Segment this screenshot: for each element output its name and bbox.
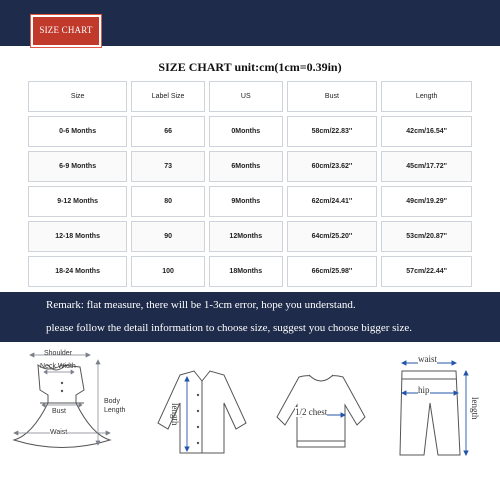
table-row <box>28 256 472 287</box>
column-header-length: Length <box>381 81 472 112</box>
dress-waist-label: Waist <box>50 429 68 436</box>
column-header-bust: Bust <box>287 81 378 112</box>
size-chart-badge <box>30 14 102 48</box>
cell-bust: 58cm/22.83'' <box>287 116 378 147</box>
cell-size: 12-18 Months <box>28 221 127 252</box>
dress-shoulder-label: Shoulder <box>44 350 73 357</box>
table-row <box>28 116 472 147</box>
cell-label-size: 100 <box>131 256 205 287</box>
pants-length-label: length <box>470 397 480 420</box>
cell-bust: 60cm/23.62'' <box>287 151 378 182</box>
cell-bust: 64cm/25.20'' <box>287 221 378 252</box>
cell-us: 6Months <box>209 151 283 182</box>
cell-length: 57cm/22.44'' <box>381 256 472 287</box>
pants-hip-label: hip <box>418 385 430 395</box>
cell-bust: 62cm/24.41'' <box>287 186 378 217</box>
cell-length: 53cm/20.87'' <box>381 221 472 252</box>
size-chart-badge-label: SIZE CHART <box>39 25 93 35</box>
cell-us: 12Months <box>209 221 283 252</box>
shirt-illustration <box>140 345 265 480</box>
cell-length: 42cm/16.54'' <box>381 116 472 147</box>
size-table <box>24 77 476 291</box>
header-bar <box>0 0 500 52</box>
cell-bust: 66cm/25.98'' <box>287 256 378 287</box>
cell-us: 18Months <box>209 256 283 287</box>
dress-bust-label: Bust <box>52 408 67 415</box>
cell-length: 49cm/19.29'' <box>381 186 472 217</box>
table-row <box>28 151 472 182</box>
table-row <box>28 186 472 217</box>
column-header-us: US <box>209 81 283 112</box>
size-chart-title: SIZE CHART unit:cm(1cm=0.39in) <box>158 60 342 74</box>
cell-size: 18-24 Months <box>28 256 127 287</box>
dress-diagram <box>0 345 140 480</box>
cell-label-size: 66 <box>131 116 205 147</box>
table-header-row <box>28 81 472 112</box>
remark-line-1: Remark: flat measure, there will be 1-3cm error, hope you understand. <box>46 299 356 311</box>
shirt-length-label: length <box>170 403 180 426</box>
cell-label-size: 90 <box>131 221 205 252</box>
pants-waist-label: waist <box>418 354 437 364</box>
column-header-size: Size <box>28 81 127 112</box>
cell-us: 9Months <box>209 186 283 217</box>
cell-label-size: 73 <box>131 151 205 182</box>
remark-line-2: please follow the detail information to choose size, suggest you choose bigger size. <box>46 322 412 334</box>
measurement-diagrams <box>0 345 500 480</box>
dress-body-length-label: Body Length <box>104 398 126 414</box>
remark-bar <box>0 292 500 342</box>
cell-length: 45cm/17.72'' <box>381 151 472 182</box>
pants-illustration <box>380 345 500 480</box>
sweater-diagram <box>265 345 380 480</box>
table-row <box>28 221 472 252</box>
cell-label-size: 80 <box>131 186 205 217</box>
shirt-diagram <box>140 345 265 480</box>
cell-size: 0-6 Months <box>28 116 127 147</box>
cell-us: 0Months <box>209 116 283 147</box>
cell-size: 9-12 Months <box>28 186 127 217</box>
pants-diagram <box>380 345 500 480</box>
sweater-chest-label: 1/2 chest <box>295 407 328 417</box>
column-header-label-size: Label Size <box>131 81 205 112</box>
dress-neck-width-label: Neck Width <box>40 363 76 370</box>
cell-size: 6-9 Months <box>28 151 127 182</box>
